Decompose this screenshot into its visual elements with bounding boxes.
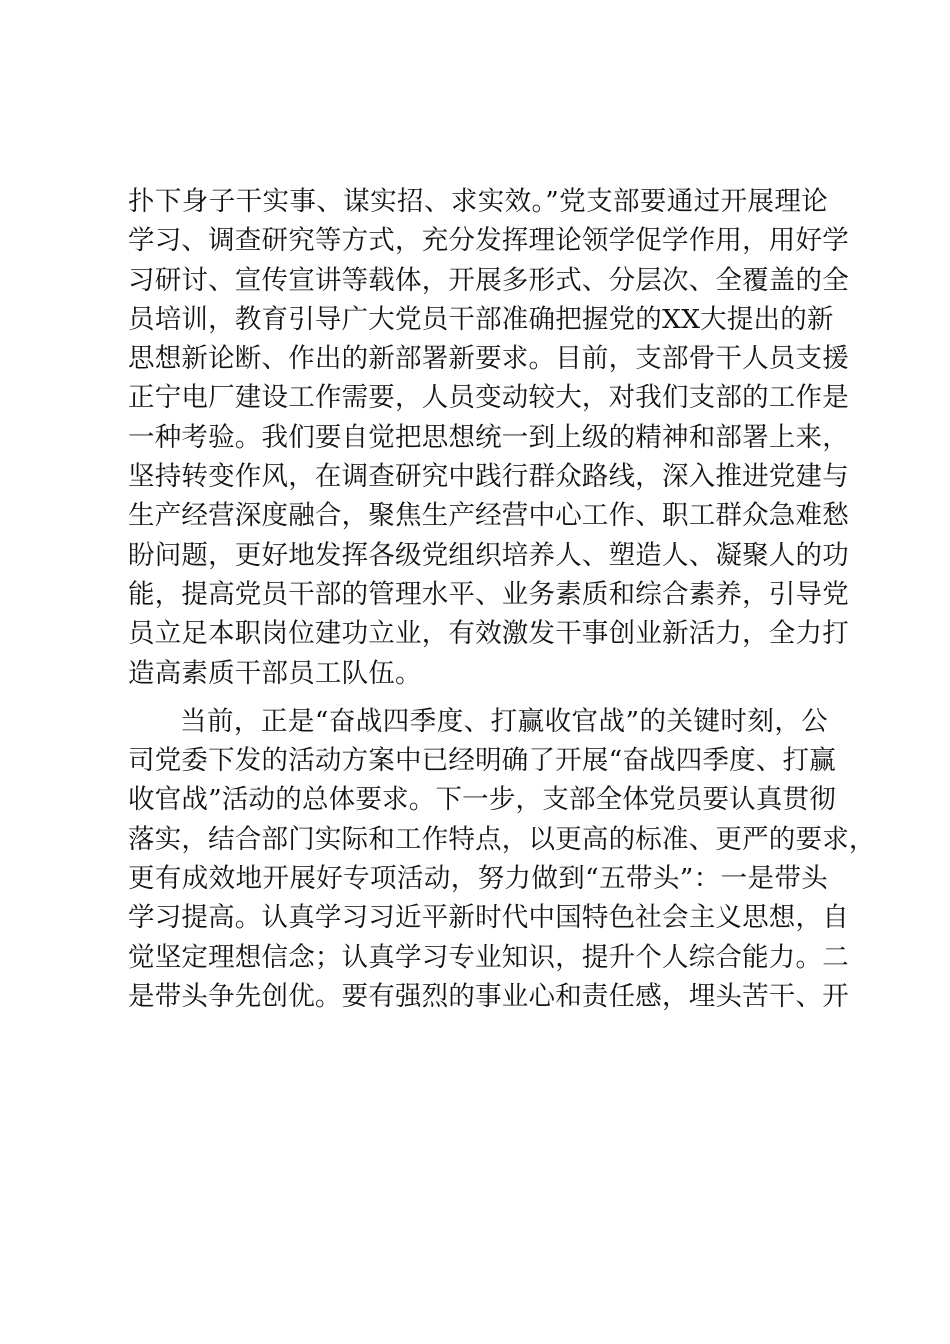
text-line: 司党委下发的活动方案中已经明确了开展“奋战四季度、打赢 (128, 745, 836, 777)
text-line: 盼问题，更好地发挥各级党组织培养人、塑造人、凝聚人的功 (128, 539, 849, 571)
text-line: 造高素质干部员工队伍。 (128, 657, 422, 689)
paragraph-2 (128, 702, 876, 1016)
text-line: 更有成效地开展好专项活动，努力做到“五带头”：一是带头 (128, 863, 828, 895)
text-line: 是带头争先创优。要有强烈的事业心和责任感，埋头苦干、开 (128, 980, 849, 1012)
body-text (128, 182, 876, 1016)
text-line: 落实，结合部门实际和工作特点，以更高的标准、更严的要求， (128, 823, 876, 855)
text-line: 思想新论断、作出的新部署新要求。目前，支部骨干人员支援 (128, 343, 849, 375)
paragraph-gap (128, 693, 828, 702)
text-line: 收官战”活动的总体要求。下一步，支部全体党员要认真贯彻 (128, 784, 836, 816)
text-line: 习研讨、宣传宣讲等载体，开展多形式、分层次、全覆盖的全 (128, 264, 849, 296)
text-line: 员培训，教育引导广大党员干部准确把握党的XX大提出的新 (128, 303, 834, 335)
paragraph-1 (128, 182, 849, 693)
text-line: 生产经营深度融合，聚焦生产经营中心工作、职工群众急难愁 (128, 500, 849, 532)
text-line: 坚持转变作风，在调查研究中践行群众路线，深入推进党建与 (128, 461, 849, 493)
text-line: 能，提高党员干部的管理水平、业务素质和综合素养，引导党 (128, 578, 849, 610)
text-line: 一种考验。我们要自觉把思想统一到上级的精神和部署上来， (128, 421, 849, 453)
text-line: 正宁电厂建设工作需要，人员变动较大，对我们支部的工作是 (128, 382, 849, 414)
text-line: 学习、调查研究等方式，充分发挥理论领学促学作用，用好学 (128, 225, 849, 257)
text-line: 觉坚定理想信念；认真学习专业知识，提升个人综合能力。二 (128, 941, 849, 973)
text-line: 员立足本职岗位建功立业，有效激发干事创业新活力，全力打 (128, 618, 849, 650)
text-line: 学习提高。认真学习习近平新时代中国特色社会主义思想，自 (128, 902, 849, 934)
text-line: 当前，正是“奋战四季度、打赢收官战”的关键时刻，公 (180, 705, 828, 737)
text-line: 扑下身子干实事、谋实招、求实效。”党支部要通过开展理论 (128, 186, 828, 217)
